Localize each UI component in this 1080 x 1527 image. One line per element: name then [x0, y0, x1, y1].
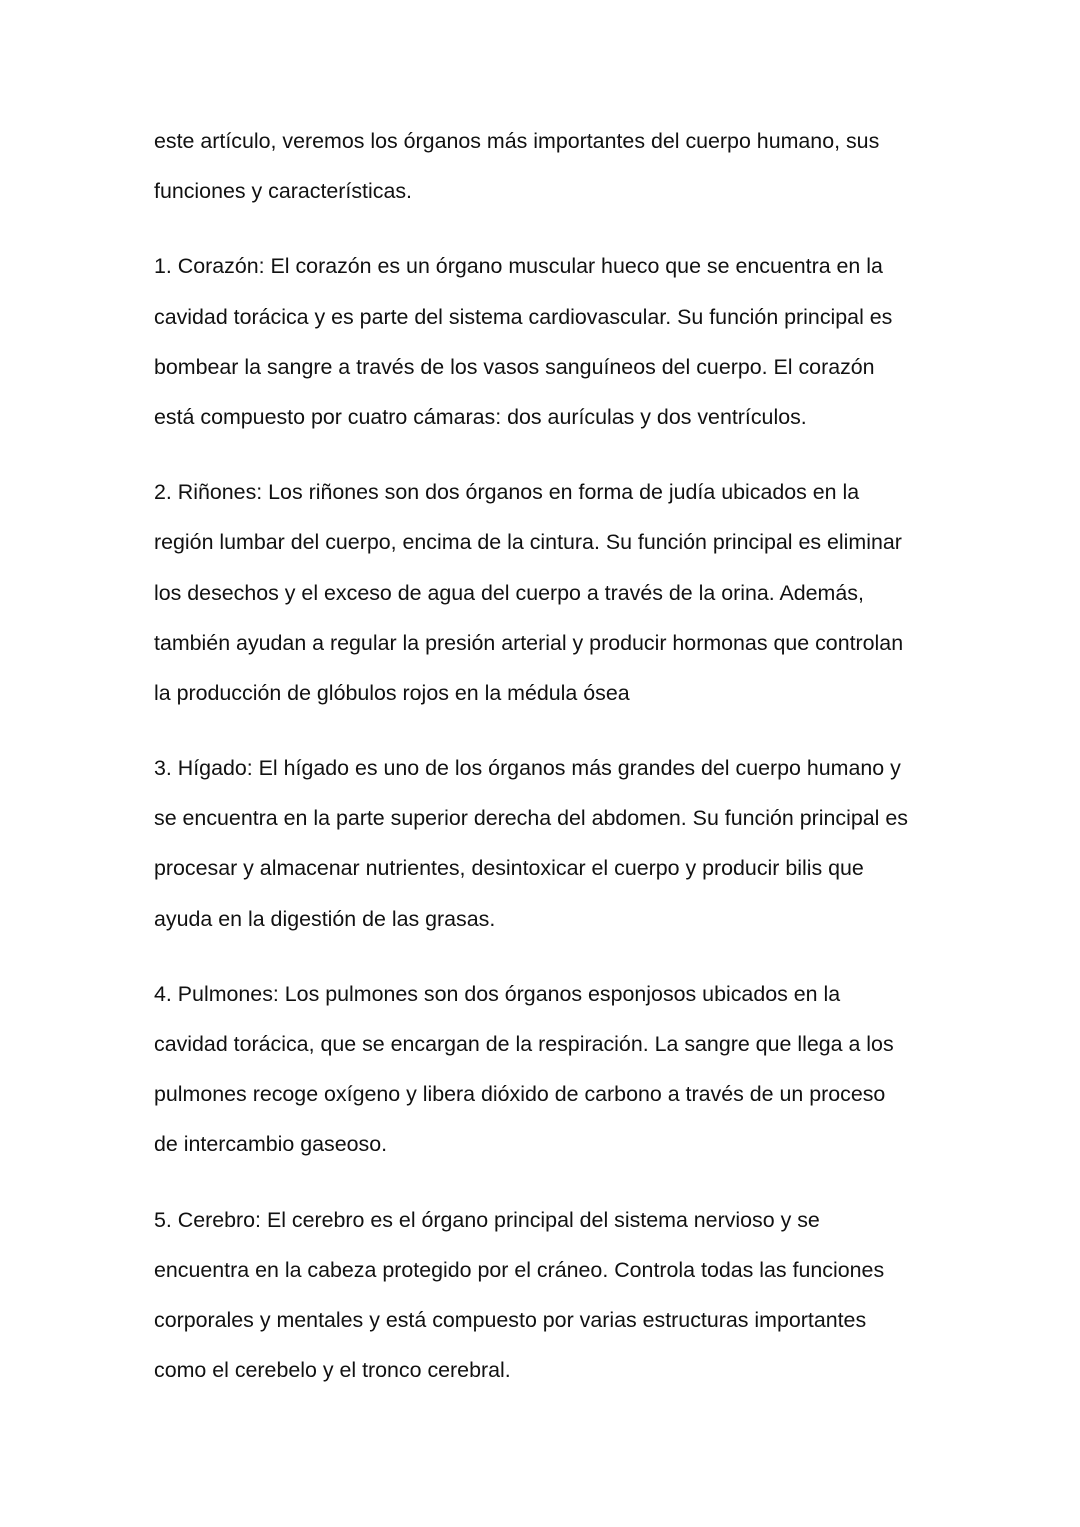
text-line: procesar y almacenar nutrientes, desintoxicar el cuerpo y producir bilis que [154, 856, 864, 881]
text-line: bombear la sangre a través de los vasos sanguíneos del cuerpo. El corazón [154, 354, 875, 379]
text-line: región lumbar del cuerpo, encima de la cintura. Su función principal es eliminar [154, 530, 902, 555]
brain-paragraph [154, 1195, 944, 1396]
text-line: ayuda en la digestión de las grasas. [154, 906, 496, 931]
text-line: 3. Hígado: El hígado es uno de los órganos más grandes del cuerpo humano y [154, 756, 901, 781]
text-line: pulmones recoge oxígeno y libera dióxido de carbono a través de un proceso [154, 1082, 886, 1107]
text-line: la producción de glóbulos rojos en la médula ósea [154, 680, 630, 705]
text-line: también ayudan a regular la presión arterial y producir hormonas que controlan [154, 630, 904, 655]
text-line: de intercambio gaseoso. [154, 1132, 388, 1157]
text-line: está compuesto por cuatro cámaras: dos aurículas y dos ventrículos. [154, 404, 807, 429]
text-line: 5. Cerebro: El cerebro es el órgano principal del sistema nervioso y se [154, 1207, 820, 1232]
text-line: 2. Riñones: Los riñones son dos órganos en forma de judía ubicados en la [154, 480, 860, 505]
text-line: cavidad torácica, que se encargan de la respiración. La sangre que llega a los [154, 1032, 894, 1056]
liver-paragraph [154, 743, 944, 944]
text-line: como el cerebelo y el tronco cerebral. [154, 1358, 511, 1383]
document-page [154, 116, 944, 1420]
lungs-paragraph [154, 969, 944, 1170]
text-line: se encuentra en la parte superior derecha del abdomen. Su función principal es [154, 806, 908, 831]
heart-paragraph [154, 241, 944, 442]
text-line: este artículo, veremos los órganos más importantes del cuerpo humano, sus [154, 129, 880, 153]
text-line: cavidad torácica y es parte del sistema cardiovascular. Su función principal es [154, 304, 893, 329]
intro-paragraph [154, 116, 944, 216]
text-line: encuentra en la cabeza protegido por el cráneo. Controla todas las funciones [154, 1257, 885, 1282]
text-line: 1. Corazón: El corazón es un órgano muscular hueco que se encuentra en la [154, 254, 883, 279]
text-line: 4. Pulmones: Los pulmones son dos órganos esponjosos ubicados en la [154, 981, 841, 1006]
text-line: funciones y características. [154, 179, 412, 204]
text-line: los desechos y el exceso de agua del cuerpo a través de la orina. Además, [154, 580, 864, 605]
text-line: corporales y mentales y está compuesto por varias estructuras importantes [154, 1307, 867, 1332]
kidneys-paragraph [154, 467, 944, 718]
